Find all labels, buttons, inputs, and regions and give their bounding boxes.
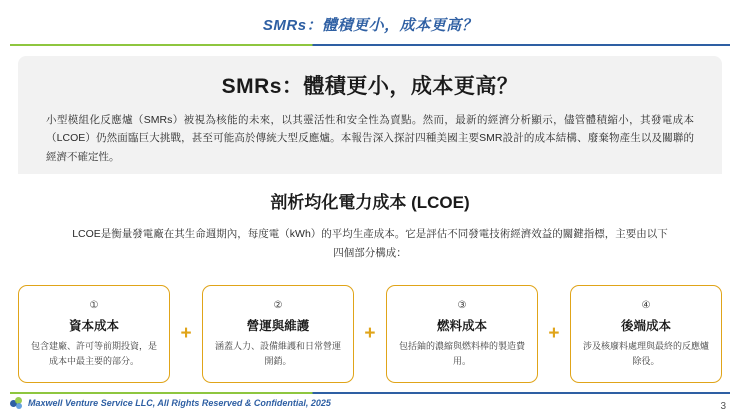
lcoe-card-row [18, 285, 722, 383]
lcoe-subtitle: LCOE是衡量發電廠在其生命週期內，每度電（kWh）的平均生產成本。它是評估不同發電技術經濟效益的關鍵指標，主要由以下四個部分構成： [72, 228, 668, 259]
card-number: ④ [641, 300, 651, 311]
card-number: ① [89, 300, 99, 311]
card-title: 燃料成本 [436, 319, 487, 333]
lcoe-card [570, 285, 722, 383]
lcoe-card [202, 285, 354, 383]
lcoe-card [386, 285, 538, 383]
slide-header [0, 0, 740, 48]
lcoe-title: 剖析均化電力成本 (LCOE) [270, 193, 470, 212]
card-text: 包括鈾的濃縮與燃料棒的製造費用。 [398, 341, 525, 366]
page-number: 3 [720, 401, 726, 412]
plus-separator: + [548, 323, 560, 344]
header-title: SMRs：體積更小，成本更高？ [262, 16, 478, 34]
card-text: 涉及核廢料處理與最終的反應爐除役。 [582, 341, 709, 366]
company-logo-icon [10, 397, 23, 410]
plus-separator: + [364, 323, 376, 344]
card-title: 後端成本 [620, 319, 671, 333]
card-text: 包含建廠、許可等前期投資，是成本中最主要的部分。 [30, 341, 157, 366]
card-title: 資本成本 [68, 319, 119, 333]
intro-panel [18, 56, 722, 174]
lcoe-card [18, 285, 170, 383]
lcoe-section [18, 180, 722, 392]
slide-footer [0, 393, 740, 413]
card-number: ② [273, 300, 283, 311]
header-divider [10, 44, 730, 46]
intro-title: SMRs：體積更小，成本更高？ [221, 75, 519, 98]
card-text: 涵蓋人力、設備維護和日常營運開銷。 [214, 341, 341, 366]
card-title: 營運與維護 [246, 319, 310, 333]
plus-separator: + [180, 323, 192, 344]
card-number: ③ [457, 300, 467, 311]
intro-body: 小型模組化反應爐（SMRs）被視為核能的未來，以其靈活性和安全性為賣點。然而，最新的經濟分析顯示，儘管體積縮小，其發電成本（LCOE）仍然面臨巨大挑戰，甚至可能高於傳統大型反應爐。本報告深入探討四種美國主要SMR設計的成本結構、廢棄物產生以及關聯的經濟不確定性。 [46, 114, 694, 163]
footer-copyright: Maxwell Venture Service LLC, All Rights Reserved & Confidential, 2025 [28, 398, 331, 408]
